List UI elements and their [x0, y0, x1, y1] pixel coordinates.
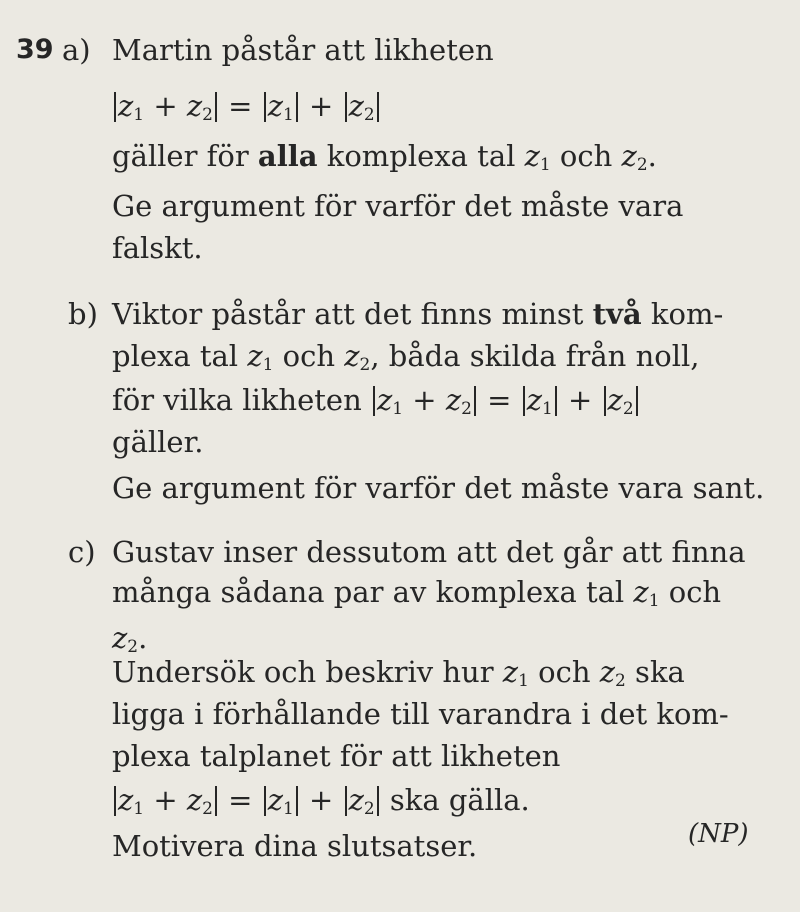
part-b-line-3: för vilka likheten $z_1 + z_2 = z_1 + z_2$ [112, 380, 640, 420]
part-a-label: a) [62, 33, 91, 67]
part-c-line-2: många sådana par av komplexa tal $z_1$ och [112, 575, 722, 611]
part-b-line-1: Viktor påstår att det finns minst två kom- [112, 297, 724, 331]
part-c-line-3: $z_2$. [112, 621, 148, 657]
part-c-line-7: $z_1 + z_2 = z_1 + z_2$ ska gälla. [112, 780, 530, 820]
part-a-equation: $z_1 + z_2 = z_1 + z_2$ [112, 86, 381, 126]
part-a-line-4: Ge argument för varför det måste vara [112, 189, 684, 223]
part-b-line-4: gäller. [112, 425, 204, 459]
part-c-line-5: ligga i förhållande till varandra i det kom- [112, 697, 729, 731]
part-b-line-5: Ge argument för varför det måste vara sant. [112, 471, 765, 505]
part-c-line-6: plexa talplanet för att likheten [112, 739, 561, 773]
part-a-line-5: falskt. [112, 231, 203, 265]
source-tag: (NP) [688, 819, 749, 849]
part-a-line-3: gäller för alla komplexa tal $z_1$ och $z_2$. [112, 139, 657, 175]
part-a-line-1: Martin påstår att likheten [112, 33, 494, 67]
part-b-line-2: plexa tal $z_1$ och $z_2$, båda skilda från noll, [112, 339, 700, 375]
part-c-label: c) [68, 535, 96, 569]
part-c-line-4: Undersök och beskriv hur $z_1$ och $z_2$ ska [112, 655, 685, 691]
part-c-line-8: Motivera dina slutsatser. [112, 829, 478, 863]
part-b-label: b) [68, 297, 98, 331]
part-c-line-1: Gustav inser dessutom att det går att finna [112, 535, 746, 569]
problem-number: 39 [16, 34, 54, 65]
